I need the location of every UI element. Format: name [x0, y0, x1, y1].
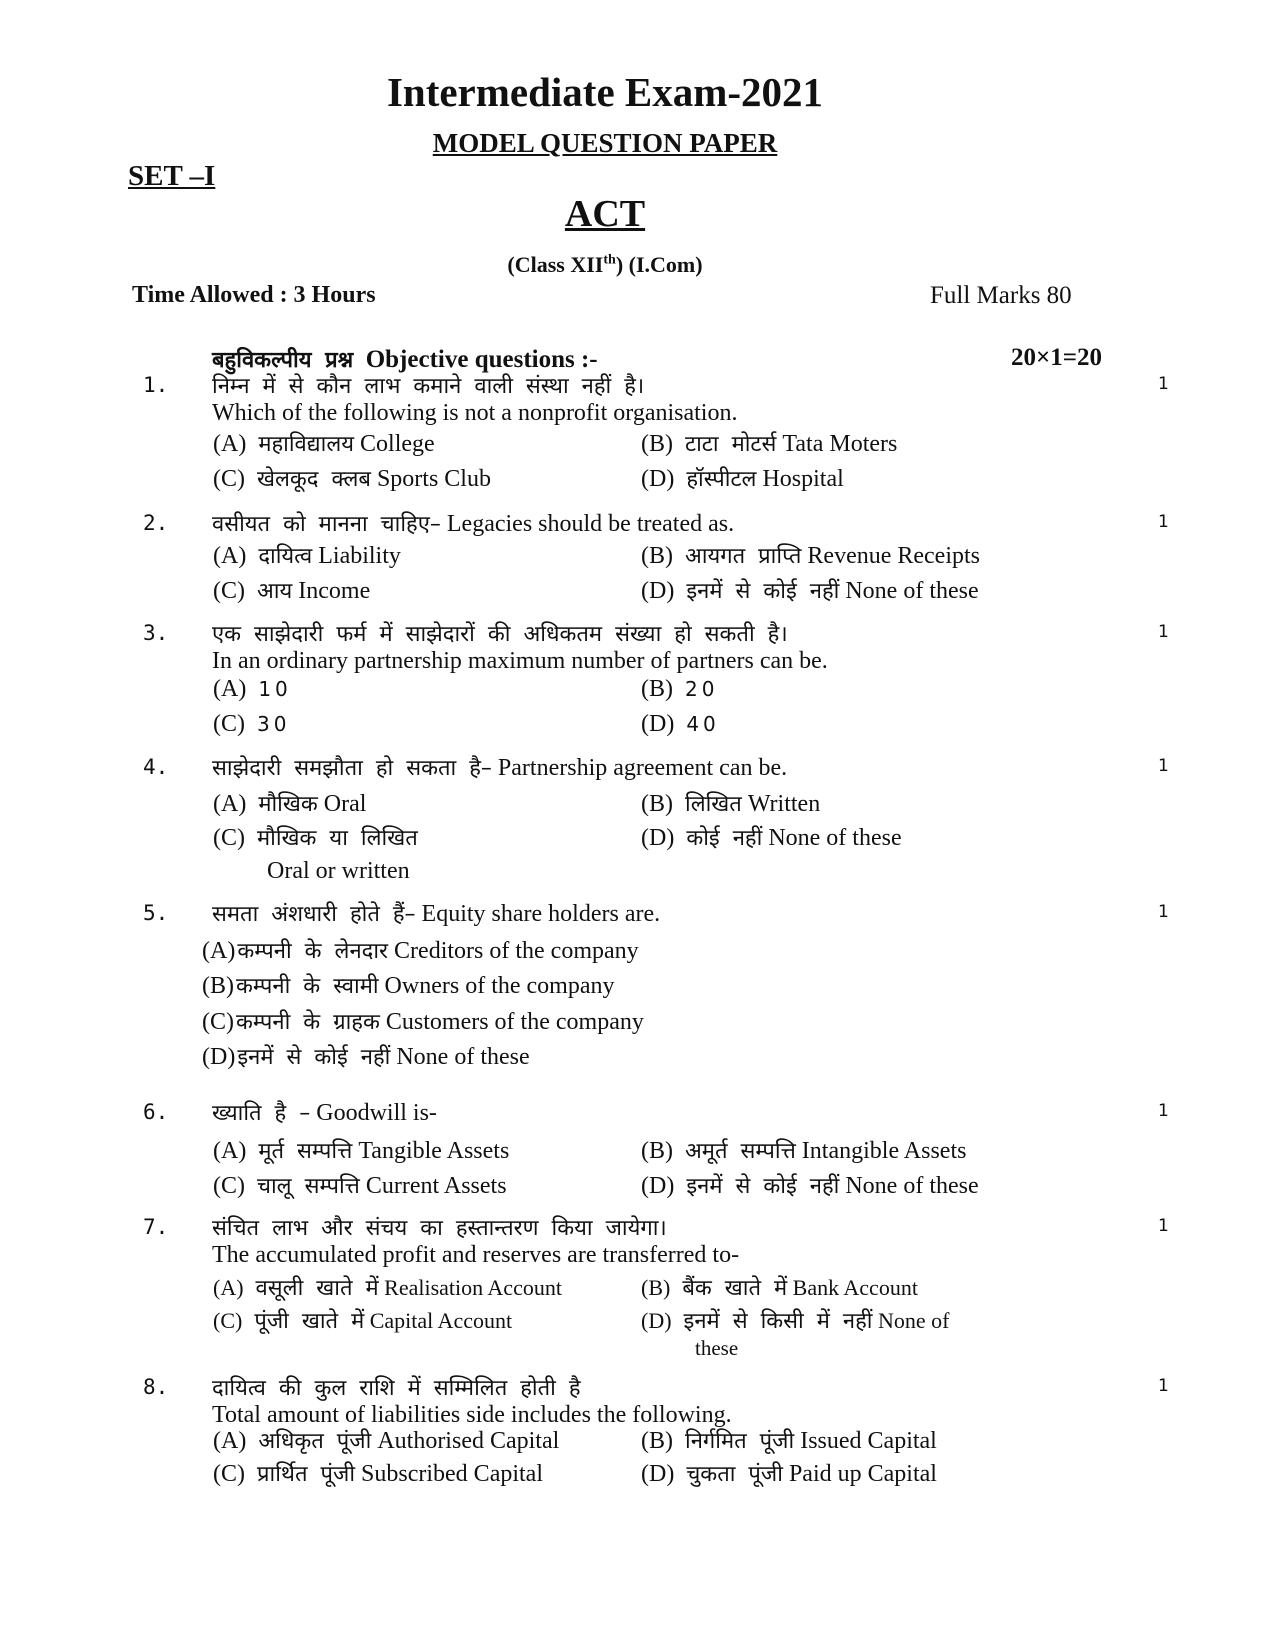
option-english-part: None of: [877, 1308, 950, 1333]
question-number: 1.: [143, 373, 169, 397]
question-text: [212, 508, 734, 538]
question-text: [212, 898, 660, 928]
option-a: [202, 935, 639, 965]
question-hindi: साझेदारी समझौता हो सकता है–: [212, 756, 492, 781]
question-text-english: Total amount of liabilities side includes the following.: [212, 1402, 732, 1428]
option-c: [213, 711, 290, 738]
option-label: (B): [641, 431, 673, 457]
option-english: Customers of the company: [385, 1009, 644, 1035]
option-hindi: प्रार्थित पूंजी: [257, 1462, 356, 1487]
option-english: Subscribed Capital: [361, 1461, 543, 1487]
class-line: [0, 252, 1210, 278]
option-english: Tangible Assets: [358, 1138, 510, 1164]
option-hindi: निर्गमित पूंजी: [685, 1429, 795, 1454]
option-english: None of these: [845, 578, 979, 604]
section-marks: 20×1=20: [1011, 344, 1102, 371]
option-hindi: महाविद्यालय: [258, 432, 355, 457]
option-label: (A): [213, 431, 247, 457]
option-b: [641, 428, 897, 458]
option-d: [641, 822, 902, 852]
option-label: (D): [641, 825, 675, 851]
full-marks: Full Marks 80: [930, 282, 1072, 309]
section-heading-english: Objective questions :-: [365, 346, 598, 373]
option-hindi: मूर्त सम्पत्ति: [258, 1139, 353, 1164]
option-b: [641, 788, 820, 818]
option-hindi: कम्पनी के ग्राहक: [236, 1010, 380, 1035]
option-b: [641, 676, 718, 703]
option-english: Intangible Assets: [801, 1138, 967, 1164]
option-label: (D): [641, 578, 675, 604]
option-english: Liability: [318, 543, 401, 569]
option-b: [202, 970, 614, 1000]
option-hindi: टाटा मोटर्स: [685, 432, 777, 457]
question-number: 6.: [143, 1100, 169, 1124]
option-c: [213, 1170, 507, 1200]
option-english: Creditors of the company: [394, 938, 639, 964]
option-label: (C): [213, 711, 245, 737]
subject-title: ACT: [564, 193, 646, 235]
option-label: (A): [213, 1275, 244, 1300]
option-label: (B): [641, 1428, 673, 1454]
option-label: (B): [641, 791, 673, 817]
option-hindi: पूंजी खाते में: [254, 1309, 365, 1334]
option-label: (A): [213, 1428, 247, 1454]
option-hindi: दायित्व: [258, 544, 313, 569]
option-a: [213, 1425, 559, 1455]
question-mark: 1: [1158, 902, 1169, 922]
option-a: [213, 428, 435, 458]
option-hindi: इनमें से कोई नहीं: [686, 1174, 840, 1199]
option-b: [641, 1425, 937, 1455]
option-label: (C): [213, 466, 245, 492]
option-a: [213, 1272, 562, 1302]
option-d: [641, 463, 844, 493]
question-english: Goodwill is-: [316, 1100, 437, 1126]
exam-title: Intermediate Exam-2021: [386, 69, 824, 115]
option-hindi: हॉस्पीटल: [686, 467, 757, 492]
question-mark: 1: [1158, 374, 1169, 394]
option-english: 30: [257, 712, 291, 736]
question-text-hindi: [212, 1212, 667, 1242]
option-english: Bank Account: [792, 1275, 918, 1300]
option-label: (B): [641, 676, 673, 702]
option-english: Owners of the company: [384, 973, 615, 999]
option-english: College: [360, 431, 435, 457]
option-d: [641, 711, 720, 738]
option-c: [213, 575, 370, 605]
option-english: None of these: [396, 1044, 530, 1070]
option-hindi: खेलकूद क्लब: [257, 467, 371, 492]
option-english: None of these: [768, 825, 902, 851]
option-label: (D): [641, 1461, 675, 1487]
question-number: 4.: [143, 755, 169, 779]
option-hindi: बैंक खाते में: [682, 1276, 788, 1301]
option-label: (C): [202, 1009, 234, 1035]
option-english: Realisation Account: [384, 1275, 562, 1300]
option-d: [202, 1041, 530, 1071]
option-label: (C): [213, 825, 245, 851]
question-text: [212, 1097, 437, 1127]
option-b: [641, 540, 980, 570]
question-text-english: Which of the following is not a nonprofit organisation.: [212, 400, 738, 426]
question-mark: 1: [1158, 512, 1169, 532]
option-english: Tata Moters: [782, 431, 898, 457]
option-c: [213, 463, 491, 493]
question-hindi: वसीयत को मानना चाहिए–: [212, 512, 441, 537]
option-hindi: इनमें से कोई नहीं: [237, 1045, 391, 1070]
option-hindi: अमूर्त सम्पत्ति: [685, 1139, 796, 1164]
option-hindi: मौखिक या लिखित: [257, 826, 418, 851]
option-d: [641, 575, 979, 605]
question-mark: 1: [1158, 1376, 1169, 1396]
question-number: 3.: [143, 621, 169, 645]
question-text: [212, 752, 787, 782]
option-hindi: चुकता पूंजी: [686, 1462, 783, 1487]
option-label: (C): [213, 1173, 245, 1199]
question-text-hindi: [212, 370, 644, 400]
option-hindi: चालू सम्पत्ति: [257, 1174, 360, 1199]
option-label: (A): [202, 938, 236, 964]
option-english: Authorised Capital: [377, 1428, 560, 1454]
question-hindi: दायित्व की कुल राशि में सम्मिलित होती है: [212, 1376, 581, 1401]
option-label: (A): [213, 1138, 247, 1164]
option-hindi: आयगत प्राप्ति: [685, 544, 802, 569]
question-text-english: The accumulated profit and reserves are transferred to-: [212, 1242, 740, 1268]
question-number: 5.: [143, 901, 169, 925]
question-english: Equity share holders are.: [421, 901, 661, 927]
option-english: Sports Club: [376, 466, 491, 492]
option-label: (C): [213, 1461, 245, 1487]
question-number: 2.: [143, 511, 169, 535]
option-hindi: इनमें से किसी में नहीं: [683, 1309, 873, 1334]
option-label: (A): [213, 543, 247, 569]
question-hindi: ख्याति है –: [212, 1101, 311, 1126]
option-hindi: मौखिक: [258, 792, 318, 817]
option-label: (B): [641, 1275, 671, 1300]
option-c: [213, 822, 418, 884]
question-text-english: In an ordinary partnership maximum number of partners can be.: [212, 648, 828, 674]
time-allowed: Time Allowed : 3 Hours: [132, 282, 376, 308]
option-english: None of these: [845, 1173, 979, 1199]
section-heading-hindi: बहुविकल्पीय प्रश्न: [212, 348, 354, 373]
question-mark: 1: [1158, 1101, 1169, 1121]
option-b: [641, 1135, 966, 1165]
question-english: Legacies should be treated as.: [446, 511, 735, 537]
option-hindi: कम्पनी के स्वामी: [236, 974, 379, 999]
option-english: Capital Account: [369, 1308, 513, 1333]
option-d: [641, 1458, 937, 1488]
question-hindi: संचित लाभ और संचय का हस्तान्तरण किया जायेगा।: [212, 1216, 667, 1241]
option-english: Paid up Capital: [788, 1461, 937, 1487]
option-label: (B): [641, 543, 673, 569]
option-english: 20: [685, 677, 719, 701]
question-english: Partnership agreement can be.: [497, 755, 788, 781]
question-hindi: निम्न में से कौन लाभ कमाने वाली संस्था नहीं है।: [212, 374, 645, 399]
option-c: [202, 1006, 644, 1036]
paper-subtitle-text: MODEL QUESTION PAPER: [432, 128, 778, 158]
option-label: (D): [641, 466, 675, 492]
option-hindi: लिखित: [685, 792, 742, 817]
option-label: (D): [202, 1044, 236, 1070]
question-number: 7.: [143, 1215, 169, 1239]
option-english: Oral: [323, 791, 367, 817]
option-a: [213, 540, 401, 570]
option-label: (B): [641, 1138, 673, 1164]
set-label: SET –I: [128, 160, 216, 192]
option-hindi: कोई नहीं: [686, 826, 763, 851]
option-hindi: वसूली खाते में: [255, 1276, 379, 1301]
question-mark: 1: [1158, 622, 1169, 642]
option-c: [213, 1305, 512, 1335]
class-sup: th: [603, 252, 616, 268]
question-hindi: समता अंशधारी होते हैं–: [212, 902, 416, 927]
option-hindi: अधिकृत पूंजी: [258, 1429, 372, 1454]
option-english: 40: [686, 712, 720, 736]
option-english: Hospital: [762, 466, 844, 492]
option-label: (D): [641, 711, 675, 737]
option-hindi: आय: [257, 579, 293, 604]
option-label: (A): [213, 676, 247, 702]
option-label: (D): [641, 1173, 675, 1199]
option-c: [213, 1458, 543, 1488]
option-english: Written: [747, 791, 821, 817]
question-text-hindi: [212, 618, 788, 648]
paper-subtitle: [0, 128, 1210, 159]
option-english: Revenue Receipts: [807, 543, 981, 569]
option-english: Current Assets: [365, 1173, 507, 1199]
option-label: (D): [641, 1308, 672, 1333]
class-tail: ) (I.Com): [615, 252, 703, 277]
option-a: [213, 788, 366, 818]
option-english-wrap: these: [695, 1336, 739, 1360]
option-english: [878, 1308, 949, 1333]
option-label: (C): [213, 578, 245, 604]
option-label: (C): [213, 1308, 243, 1333]
option-d: [641, 1170, 979, 1200]
option-english: Income: [298, 578, 371, 604]
question-number: 8.: [143, 1375, 169, 1399]
option-english: 10: [258, 677, 292, 701]
question-mark: 1: [1158, 756, 1169, 776]
option-label: (B): [202, 973, 234, 999]
option-english: Oral or written: [267, 858, 410, 884]
question-text-hindi: [212, 1372, 581, 1402]
option-b: [641, 1272, 918, 1302]
question-mark: 1: [1158, 1216, 1169, 1236]
question-hindi: एक साझेदारी फर्म में साझेदारों की अधिकतम संख्या हो सकती है।: [212, 622, 788, 647]
option-label: (A): [213, 791, 247, 817]
option-a: [213, 1135, 509, 1165]
option-hindi: कम्पनी के लेनदार: [237, 939, 389, 964]
option-english: Issued Capital: [800, 1428, 937, 1454]
option-hindi: इनमें से कोई नहीं: [686, 579, 840, 604]
option-a: [213, 676, 292, 703]
option-d: [641, 1305, 950, 1360]
class-main: (Class XII: [507, 252, 604, 277]
